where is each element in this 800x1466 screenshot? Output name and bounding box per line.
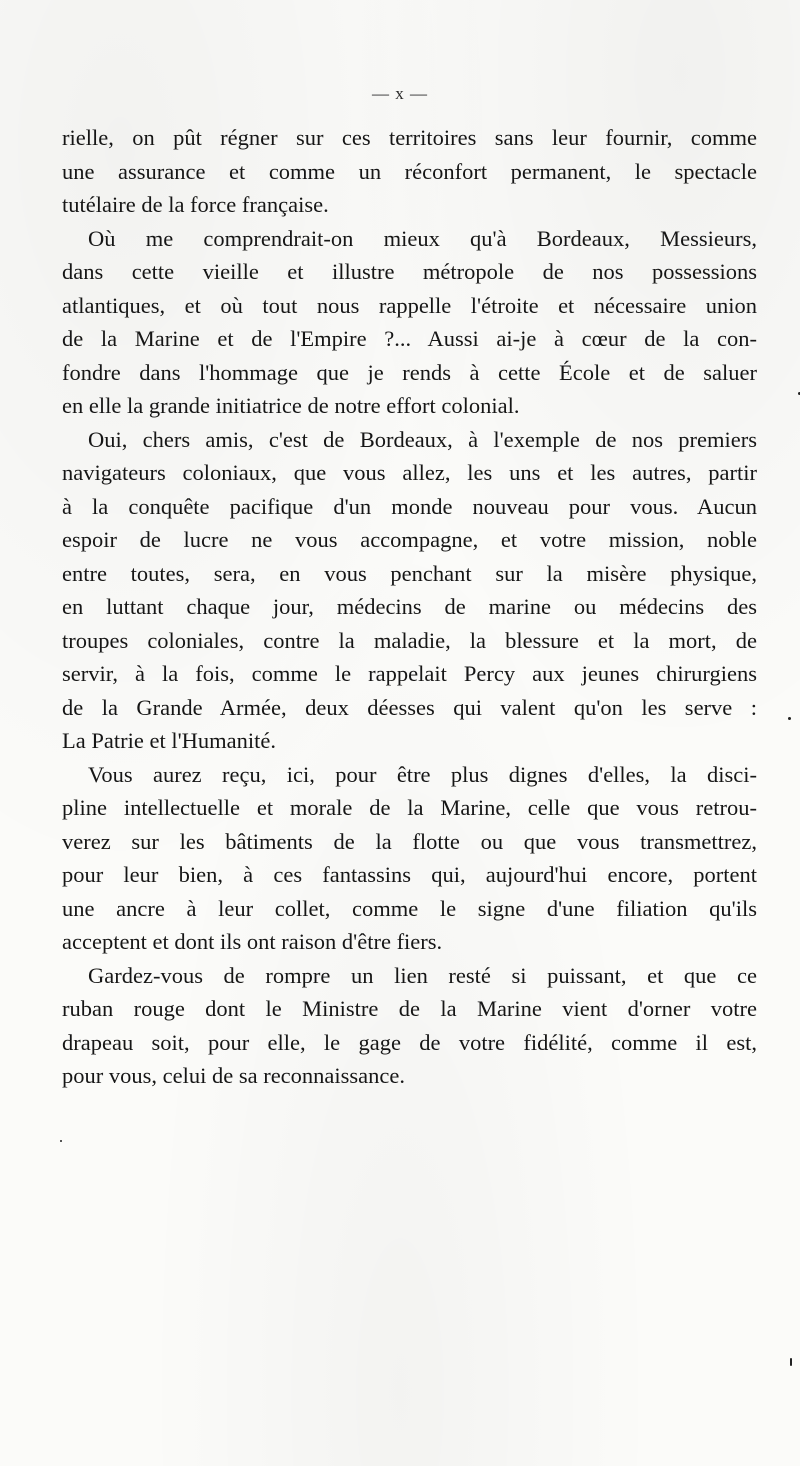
text-line: pline intellectuelle et morale de la Marine, celle que vous retrou- [62,795,757,820]
text-line: ruban rouge dont le Ministre de la Marine vient d'orner votre [62,996,757,1021]
body-text [62,121,757,1093]
text-line: de la Grande Armée, deux déesses qui valent qu'on les serve : [62,694,757,720]
text-line: une ancre à leur collet, comme le signe d'une filiation qu'ils [62,895,757,921]
text-line: espoir de lucre ne vous accompagne, et votre mission, noble [62,527,757,552]
text-line: troupes coloniales, contre la maladie, la blessure et la mort, de [62,627,757,653]
scan-speck [790,1358,792,1366]
text-line: Où me comprendrait-on mieux qu'à Bordeaux, Messieurs, [88,225,757,251]
text-line: pour leur bien, à ces fantassins qui, aujourd'hui encore, portent [62,862,757,887]
text-line: verez sur les bâtiments de la flotte ou que vous transmettrez, [62,828,757,854]
text-line: servir, à la fois, comme le rappelait Percy aux jeunes chirurgiens [62,661,757,686]
text-line: en elle la grande initiatrice de notre effort colonial. [62,393,520,418]
text-line: de la Marine et de l'Empire ?... Aussi ai-je à cœur de la con- [62,326,757,351]
text-line: Vous aurez reçu, ici, pour être plus dignes d'elles, la disci- [88,761,757,787]
text-line: drapeau soit, pour elle, le gage de votre fidélité, comme il est, [62,1029,757,1055]
text-line: navigateurs coloniaux, que vous allez, les uns et les autres, partir [62,460,757,485]
text-line: Oui, chers amis, c'est de Bordeaux, à l'exemple de nos premiers [88,426,757,452]
text-line: Gardez-vous de rompre un lien resté si puissant, et que ce [88,962,757,988]
text-line: à la conquête pacifique d'un monde nouveau pour vous. Aucun [62,493,757,519]
text-line: dans cette vieille et illustre métropole de nos possessions [62,259,757,284]
text-line: tutélaire de la force française. [62,192,329,217]
text-line: entre toutes, sera, en vous penchant sur la misère physique, [62,560,757,586]
text-line: fondre dans l'hommage que je rends à cette École et de saluer [62,359,757,385]
scan-speck [788,717,791,720]
text-line: acceptent et dont ils ont raison d'être fiers. [62,929,443,954]
text-line: une assurance et comme un réconfort permanent, le spectacle [62,158,757,184]
text-line: rielle, on pût régner sur ces territoires sans leur fournir, comme [62,125,757,150]
text-line: La Patrie et l'Humanité. [62,728,276,753]
text-line: atlantiques, et où tout nous rappelle l'étroite et nécessaire union [62,292,757,318]
scan-speck [60,1140,62,1142]
page-number: — x — [372,84,428,103]
text-line: pour vous, celui de sa reconnaissance. [62,1063,406,1088]
text-line: en luttant chaque jour, médecins de marine ou médecins des [62,594,757,619]
